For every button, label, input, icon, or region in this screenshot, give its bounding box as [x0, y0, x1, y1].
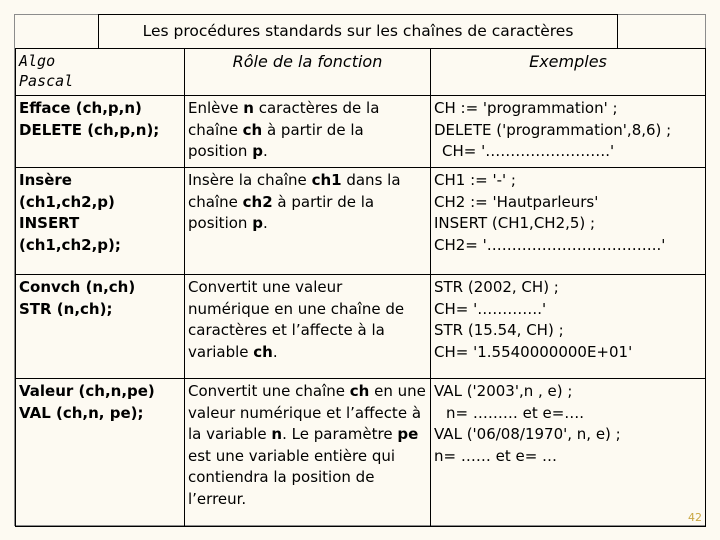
role-cell: Insère la chaîne ch1 dans la chaîne ch2 à partir de la position p. [185, 168, 431, 275]
page-title: Les procédures standards sur les chaînes de caractères [98, 14, 618, 48]
examples-cell: STR (2002, CH) ; CH= '………….' STR (15.54, CH) ; CH= '1.5540000000E+01' [431, 275, 706, 379]
role-cell: Convertit une chaîne ch en une valeur numérique et l’affecte à la variable n. Le paramètre pe est une variable entière qui contiendra la position de l’erreur. [185, 379, 431, 527]
table-row [16, 275, 706, 379]
algo-cell: Efface (ch,p,n) DELETE (ch,p,n); [16, 96, 185, 168]
examples-cell: VAL ('2003',n , e) ; n= ……… et e=…. VAL ('06/08/1970', n, e) ; n= …… et e= … [431, 379, 706, 527]
header-role: Rôle de la fonction [185, 49, 431, 96]
examples-cell: CH := 'programmation' ; DELETE ('programmation',8,6) ; CH= '…………………….' [431, 96, 706, 168]
header-examples: Exemples [431, 49, 706, 96]
table-row [16, 96, 706, 168]
table-row [16, 168, 706, 275]
header-row [16, 49, 706, 96]
header-algo: Algo Pascal [16, 49, 185, 96]
procedures-table [15, 48, 706, 527]
role-cell: Enlève n caractères de la chaîne ch à partir de la position p. [185, 96, 431, 168]
algo-cell: Convch (n,ch) STR (n,ch); [16, 275, 185, 379]
algo-cell: Valeur (ch,n,pe) VAL (ch,n, pe); [16, 379, 185, 527]
algo-cell: Insère (ch1,ch2,p) INSERT (ch1,ch2,p); [16, 168, 185, 275]
table-row [16, 379, 706, 527]
page-number: 42 [688, 511, 702, 524]
examples-cell: CH1 := '-' ; CH2 := 'Hautparleurs' INSERT (CH1,CH2,5) ; CH2= '……………………………..' [431, 168, 706, 275]
role-cell: Convertit une valeur numérique en une chaîne de caractères et l’affecte à la variable ch. [185, 275, 431, 379]
